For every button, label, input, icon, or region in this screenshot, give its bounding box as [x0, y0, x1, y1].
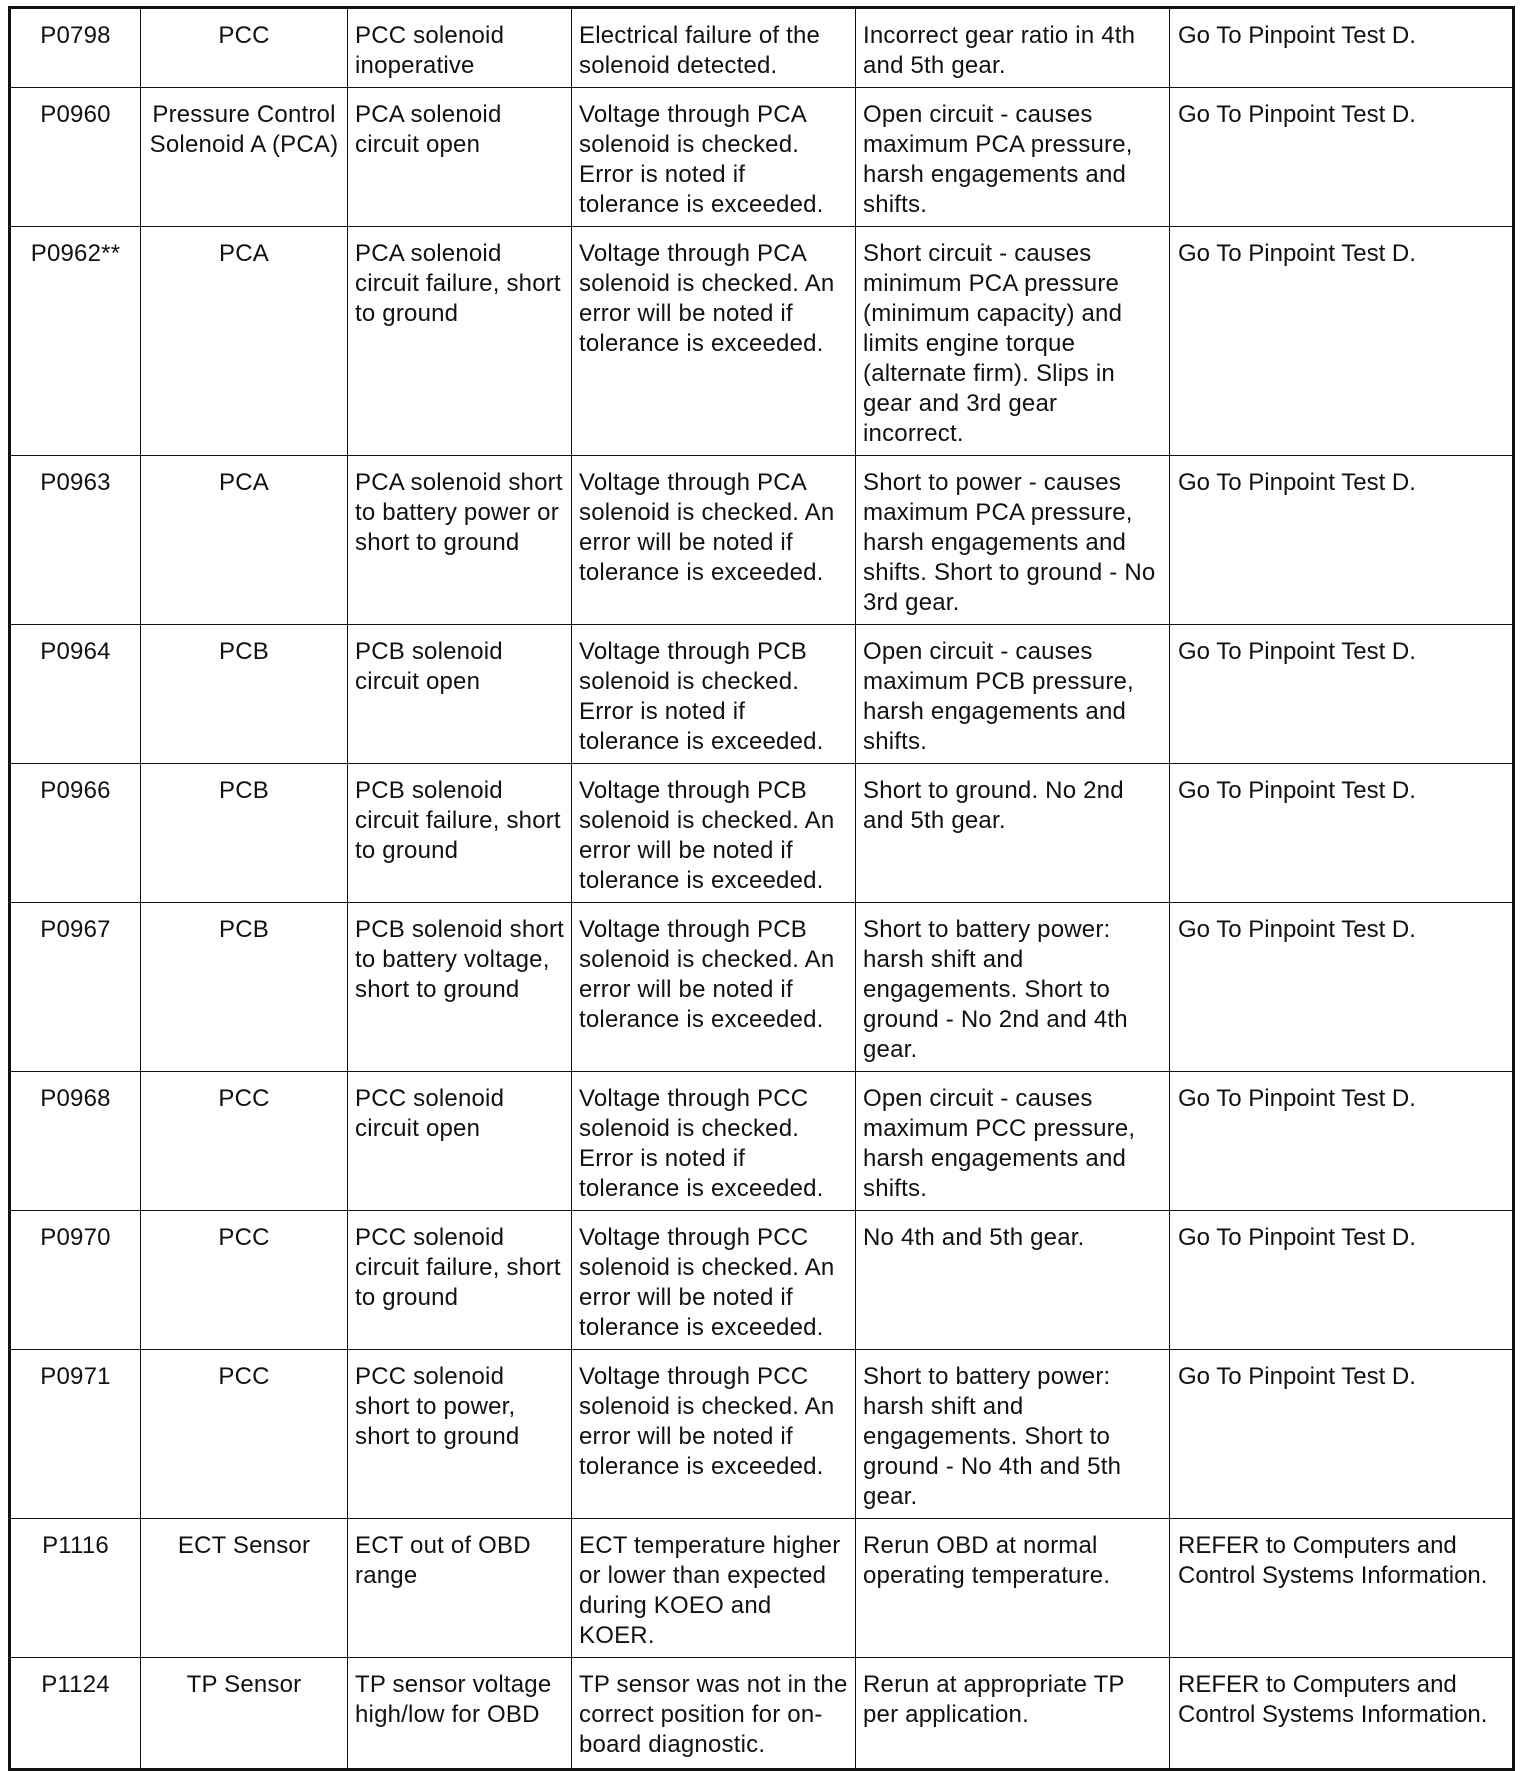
table-row [10, 1519, 1514, 1658]
action-cell: Go To Pinpoint Test D. [1170, 8, 1514, 88]
action-cell: Go To Pinpoint Test D. [1170, 625, 1514, 764]
dtc-code-cell: P0963 [10, 456, 141, 625]
action-cell: Go To Pinpoint Test D. [1170, 1072, 1514, 1211]
dtc-table-page [8, 6, 1512, 1758]
description-cell: PCB solenoid circuit failure, short to ground [348, 764, 572, 903]
dtc-code-cell: P0798 [10, 8, 141, 88]
component-cell: PCC [141, 8, 348, 88]
condition-cell: ECT temperature higher or lower than expected during KOEO and KOER. [572, 1519, 856, 1658]
table-row [10, 88, 1514, 227]
dtc-code-cell: P0971 [10, 1350, 141, 1519]
action-cell: Go To Pinpoint Test D. [1170, 227, 1514, 456]
symptoms-cell: Short to ground. No 2nd and 5th gear. [856, 764, 1170, 903]
symptoms-cell: Open circuit - causes maximum PCC pressure, harsh engagements and shifts. [856, 1072, 1170, 1211]
component-cell: TP Sensor [141, 1658, 348, 1770]
description-cell: PCA solenoid short to battery power or short to ground [348, 456, 572, 625]
dtc-code-cell: P0962** [10, 227, 141, 456]
action-cell: Go To Pinpoint Test D. [1170, 903, 1514, 1072]
component-cell: PCA [141, 456, 348, 625]
symptoms-cell: Short to battery power: harsh shift and engagements. Short to ground - No 4th and 5th gear. [856, 1350, 1170, 1519]
component-cell: Pressure Control Solenoid A (PCA) [141, 88, 348, 227]
table-row [10, 764, 1514, 903]
symptoms-cell: Rerun OBD at normal operating temperature. [856, 1519, 1170, 1658]
action-cell: Go To Pinpoint Test D. [1170, 1350, 1514, 1519]
condition-cell: Voltage through PCC solenoid is checked. An error will be noted if tolerance is exceeded. [572, 1211, 856, 1350]
dtc-code-cell: P0964 [10, 625, 141, 764]
condition-cell: Voltage through PCB solenoid is checked. Error is noted if tolerance is exceeded. [572, 625, 856, 764]
description-cell: PCB solenoid short to battery voltage, short to ground [348, 903, 572, 1072]
component-cell: PCB [141, 625, 348, 764]
dtc-code-cell: P0968 [10, 1072, 141, 1211]
dtc-code-cell: P1124 [10, 1658, 141, 1770]
dtc-code-cell: P1116 [10, 1519, 141, 1658]
symptoms-cell: No 4th and 5th gear. [856, 1211, 1170, 1350]
table-row [10, 1211, 1514, 1350]
condition-cell: Voltage through PCC solenoid is checked. An error will be noted if tolerance is exceeded. [572, 1350, 856, 1519]
component-cell: PCC [141, 1072, 348, 1211]
symptoms-cell: Open circuit - causes maximum PCB pressure, harsh engagements and shifts. [856, 625, 1170, 764]
description-cell: ECT out of OBD range [348, 1519, 572, 1658]
dtc-table [8, 6, 1515, 1771]
dtc-code-cell: P0960 [10, 88, 141, 227]
component-cell: ECT Sensor [141, 1519, 348, 1658]
condition-cell: TP sensor was not in the correct position for on-board diagnostic. [572, 1658, 856, 1770]
component-cell: PCA [141, 227, 348, 456]
condition-cell: Voltage through PCA solenoid is checked. An error will be noted if tolerance is exceeded. [572, 227, 856, 456]
condition-cell: Electrical failure of the solenoid detected. [572, 8, 856, 88]
table-row [10, 903, 1514, 1072]
condition-cell: Voltage through PCA solenoid is checked. Error is noted if tolerance is exceeded. [572, 88, 856, 227]
table-row [10, 1658, 1514, 1770]
condition-cell: Voltage through PCB solenoid is checked. An error will be noted if tolerance is exceeded. [572, 764, 856, 903]
description-cell: TP sensor voltage high/low for OBD [348, 1658, 572, 1770]
action-cell: Go To Pinpoint Test D. [1170, 764, 1514, 903]
action-cell: Go To Pinpoint Test D. [1170, 456, 1514, 625]
symptoms-cell: Incorrect gear ratio in 4th and 5th gear. [856, 8, 1170, 88]
description-cell: PCC solenoid short to power, short to ground [348, 1350, 572, 1519]
description-cell: PCC solenoid circuit open [348, 1072, 572, 1211]
symptoms-cell: Short to power - causes maximum PCA pressure, harsh engagements and shifts. Short to ground - No 3rd gear. [856, 456, 1170, 625]
dtc-code-cell: P0970 [10, 1211, 141, 1350]
condition-cell: Voltage through PCC solenoid is checked. Error is noted if tolerance is exceeded. [572, 1072, 856, 1211]
symptoms-cell: Rerun at appropriate TP per application. [856, 1658, 1170, 1770]
symptoms-cell: Open circuit - causes maximum PCA pressure, harsh engagements and shifts. [856, 88, 1170, 227]
component-cell: PCC [141, 1350, 348, 1519]
table-row [10, 456, 1514, 625]
description-cell: PCA solenoid circuit open [348, 88, 572, 227]
condition-cell: Voltage through PCB solenoid is checked. An error will be noted if tolerance is exceeded. [572, 903, 856, 1072]
symptoms-cell: Short to battery power: harsh shift and engagements. Short to ground - No 2nd and 4th gear. [856, 903, 1170, 1072]
action-cell: REFER to Computers and Control Systems Information. [1170, 1658, 1514, 1770]
table-row [10, 227, 1514, 456]
component-cell: PCB [141, 903, 348, 1072]
description-cell: PCB solenoid circuit open [348, 625, 572, 764]
action-cell: REFER to Computers and Control Systems Information. [1170, 1519, 1514, 1658]
dtc-table-body [10, 8, 1514, 1770]
table-row [10, 1350, 1514, 1519]
symptoms-cell: Short circuit - causes minimum PCA pressure (minimum capacity) and limits engine torque (alternate firm). Slips in gear and 3rd gear incorrect. [856, 227, 1170, 456]
description-cell: PCC solenoid inoperative [348, 8, 572, 88]
description-cell: PCC solenoid circuit failure, short to ground [348, 1211, 572, 1350]
table-row [10, 625, 1514, 764]
component-cell: PCB [141, 764, 348, 903]
condition-cell: Voltage through PCA solenoid is checked. An error will be noted if tolerance is exceeded. [572, 456, 856, 625]
dtc-code-cell: P0967 [10, 903, 141, 1072]
component-cell: PCC [141, 1211, 348, 1350]
action-cell: Go To Pinpoint Test D. [1170, 88, 1514, 227]
table-row [10, 1072, 1514, 1211]
action-cell: Go To Pinpoint Test D. [1170, 1211, 1514, 1350]
description-cell: PCA solenoid circuit failure, short to ground [348, 227, 572, 456]
table-row [10, 8, 1514, 88]
dtc-code-cell: P0966 [10, 764, 141, 903]
